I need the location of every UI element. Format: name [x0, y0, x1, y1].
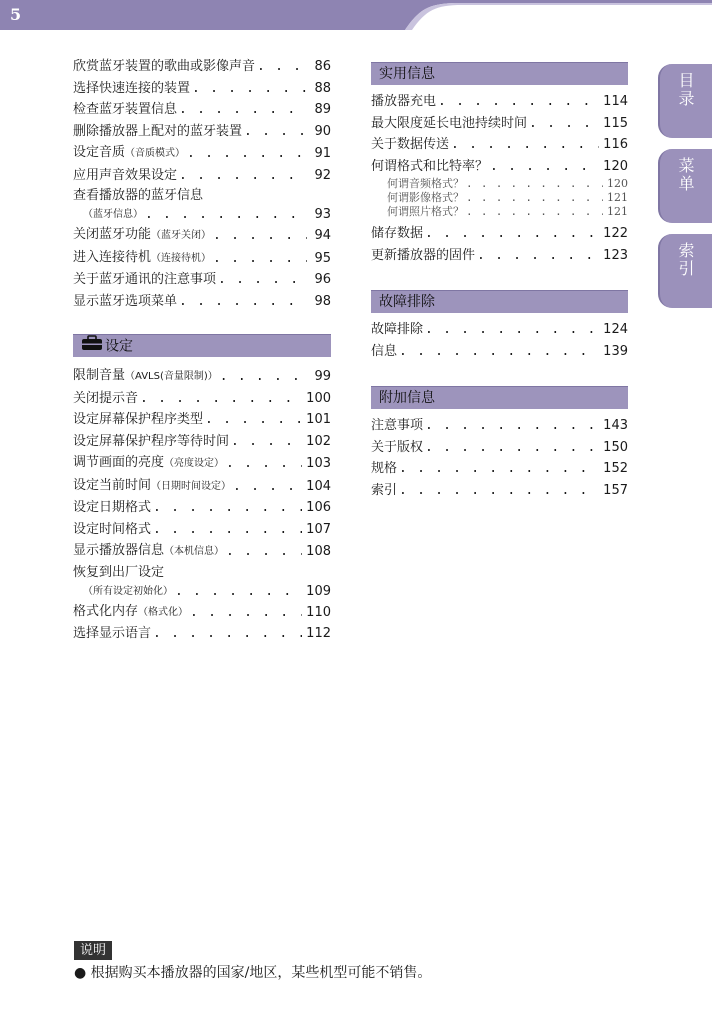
toc-entry-note: （所有设定初始化） [83, 585, 173, 597]
toc-entry-title: 选择快速连接的装置 [73, 80, 191, 96]
toc-entry-title [73, 540, 224, 563]
toc-leader [466, 205, 603, 219]
toc-entry-title: 何谓格式和比特率？ [371, 158, 489, 174]
tab-contents[interactable] [658, 64, 712, 138]
toc-entry[interactable] [73, 142, 331, 165]
toc-entry-note: （本机信息） [164, 546, 225, 557]
toc-entry-page: 120 [603, 158, 628, 174]
toc-entry[interactable] [73, 186, 331, 224]
note-text-line [74, 963, 431, 983]
toc-entry[interactable] [73, 388, 331, 410]
toc-entry[interactable] [73, 121, 331, 143]
toc-entry[interactable] [73, 601, 331, 624]
toc-entry-page: 143 [603, 418, 628, 433]
toc-subentry-page: 120 [607, 177, 628, 190]
toc-entry-title: 信息 [371, 343, 398, 359]
toc-subentry-title: 何谓照片格式？ [387, 205, 464, 218]
toc-entry-note: （日期时间设定） [151, 480, 232, 492]
toc-entry-page: 98 [314, 293, 331, 309]
toc-entry-page: 93 [314, 207, 331, 222]
toc-entry[interactable] [371, 415, 628, 437]
toc-entry[interactable] [73, 56, 331, 78]
toc-leader [205, 409, 302, 431]
toc-entry[interactable] [371, 480, 628, 502]
toc-leader [179, 165, 307, 187]
toc-leader [399, 341, 599, 363]
toc-entry-title: 设定时间格式 [73, 521, 152, 537]
toc-entry[interactable] [371, 341, 628, 363]
toc-leader [192, 78, 307, 100]
toc-entry-page: 96 [314, 272, 331, 287]
spacer [73, 357, 331, 365]
toc-entry-title [73, 247, 211, 270]
tab-menu-label: 菜单 [676, 157, 695, 193]
toolbox-icon [81, 335, 103, 358]
toc-entry-page: 90 [314, 123, 331, 139]
toc-entry-page: 89 [314, 102, 331, 117]
toc-entry-page: 99 [314, 369, 331, 384]
toc-entry-title: 显示蓝牙选项菜单 [73, 293, 178, 309]
top-bar [0, 0, 712, 30]
spacer [371, 362, 628, 386]
toc-entry-title: 查看播放器的蓝牙信息 [73, 188, 204, 203]
toc-entry-page: 110 [306, 604, 331, 620]
toc-leader [153, 519, 302, 541]
section-heading-practical [371, 62, 628, 85]
toc-entry-main: 设定当前时间 [73, 477, 152, 493]
toc-leader [425, 223, 599, 245]
toc-entry[interactable] [73, 247, 331, 270]
toc-entry-page: 86 [314, 59, 331, 74]
toc-entry-page: 106 [306, 500, 331, 515]
toc-leader [213, 225, 307, 247]
toc-left-column [73, 56, 331, 645]
toc-entry-page: 122 [603, 226, 628, 241]
toc-entry[interactable] [371, 223, 628, 245]
toc-leader [490, 156, 599, 178]
toc-leader [175, 582, 302, 601]
bullet-icon: ● [74, 965, 87, 981]
toc-entry-title: 故障排除 [371, 322, 424, 337]
toc-entry-main: 调节画面的亮度 [73, 455, 165, 470]
toc-entry-main: 显示播放器信息 [73, 543, 165, 558]
toc-entry-title: 关于数据传送 [371, 137, 450, 152]
toc-entry-title [73, 365, 218, 388]
toc-entry-page: 102 [306, 433, 331, 449]
toc-entry-title: 选择显示语言 [73, 626, 152, 641]
spacer [371, 266, 628, 290]
toc-entry-page: 108 [306, 544, 331, 559]
toc-entry-title: 索引 [371, 482, 398, 498]
toc-entry-page: 150 [603, 439, 628, 455]
toc-entry[interactable] [73, 519, 331, 541]
toc-entry-title: 设定日期格式 [73, 500, 152, 515]
toc-entry-page: 115 [603, 115, 628, 131]
toc-entry-page: 152 [603, 461, 628, 476]
toc-entry-title: 更新播放器的固件 [371, 247, 476, 263]
toc-entry[interactable] [73, 431, 331, 453]
toc-entry-page: 124 [603, 322, 628, 337]
section-heading-label: 实用信息 [379, 66, 435, 82]
toc-leader [477, 245, 599, 267]
section-heading-troubleshooting [371, 290, 628, 313]
toc-entry-title: 欣赏蓝牙装置的歌曲或影像声音 [73, 59, 256, 74]
toc-entry-title: 恢复到出厂设定 [73, 564, 165, 580]
toc-subentry-page: 121 [607, 205, 628, 218]
toc-entry-note: （AVLS(音量限制)） [125, 371, 218, 382]
toc-entry-page: 109 [306, 583, 331, 599]
toc-leader [399, 480, 599, 502]
toc-entry[interactable] [73, 224, 331, 247]
section-heading-additional [371, 386, 628, 409]
toc-leader [220, 366, 307, 388]
toc-leader [257, 56, 307, 78]
toc-entry[interactable] [371, 458, 628, 480]
toc-entry[interactable] [73, 269, 331, 291]
toc-entry-page: 157 [603, 482, 628, 498]
toc-leader [213, 248, 307, 270]
toc-entry-second-line [73, 205, 331, 224]
toc-leader [425, 415, 599, 437]
toc-subentry[interactable] [371, 177, 628, 191]
toc-entry-page: 123 [603, 247, 628, 263]
toc-entry[interactable] [73, 623, 331, 645]
toc-leader [425, 319, 599, 341]
section-heading-label: 设定 [105, 338, 133, 355]
toc-entry-page: 94 [314, 228, 331, 243]
toc-entry[interactable] [73, 165, 331, 187]
toc-leader [233, 476, 302, 498]
note-text: 根据购买本播放器的国家/地区，某些机型可能不销售。 [90, 965, 432, 981]
toc-entry-title: 设定屏幕保护程序类型 [73, 412, 204, 427]
toc-subentry-title: 何谓音频格式？ [387, 177, 464, 190]
toc-leader [451, 134, 599, 156]
toc-entry-note: （蓝牙信息） [83, 209, 143, 220]
toc-entry[interactable] [371, 91, 628, 113]
toc-entry-title: 检查蓝牙装置信息 [73, 102, 178, 117]
toc-subentry[interactable] [371, 205, 628, 219]
toc-leader [153, 497, 302, 519]
toc-entry-title: 关于蓝牙通讯的注意事项 [73, 272, 217, 287]
tab-index[interactable] [658, 234, 712, 308]
toc-entry[interactable] [73, 540, 331, 563]
toc-leader [218, 269, 307, 291]
toc-entry[interactable] [371, 319, 628, 341]
toc-entry-title [73, 452, 224, 475]
toc-leader [140, 388, 302, 410]
toc-entry-main: 限制音量 [73, 368, 126, 383]
toc-entry-title [73, 475, 231, 498]
toc-entry-page: 114 [603, 94, 628, 109]
top-bar-shape [0, 0, 712, 30]
toc-entry-note: （亮度设定） [164, 458, 225, 469]
note-label: 说明 [74, 941, 112, 960]
page-number: 5 [10, 5, 22, 24]
toc-entry-title [73, 224, 211, 247]
toc-entry-title: 注意事项 [371, 418, 424, 433]
toc-entry-page: 91 [314, 146, 331, 161]
toc-entry[interactable] [73, 497, 331, 519]
toc-leader [187, 143, 307, 165]
toc-entry-title: 设定屏幕保护程序等待时间 [73, 433, 230, 449]
toc-subentry[interactable] [371, 191, 628, 205]
toc-entry[interactable] [73, 291, 331, 313]
toc-entry-page: 103 [306, 456, 331, 471]
toc-entry-title: 储存数据 [371, 226, 424, 241]
toc-entry-page: 107 [306, 521, 331, 537]
toc-leader [226, 541, 302, 563]
toc-entry-page: 92 [314, 167, 331, 183]
toc-entry-note: （格式化） [138, 606, 189, 618]
toc-leader [425, 437, 599, 459]
section-heading-label: 故障排除 [379, 294, 435, 310]
toc-leader [226, 453, 302, 475]
toc-entry[interactable] [73, 563, 331, 601]
section-heading-label: 附加信息 [379, 390, 435, 406]
toc-leader [179, 99, 307, 121]
toc-entry[interactable] [371, 156, 628, 178]
toc-entry-title [73, 142, 185, 165]
toc-entry[interactable] [371, 245, 628, 267]
toc-subentry-title: 何谓影像格式？ [387, 191, 464, 204]
toc-right-column [371, 62, 628, 501]
toc-entry-title: 规格 [371, 461, 398, 476]
toc-leader [466, 177, 603, 191]
toc-leader [529, 113, 599, 135]
toc-leader [231, 431, 302, 453]
toc-leader [399, 458, 599, 480]
tab-menu[interactable] [658, 149, 712, 223]
section-heading-settings [73, 334, 331, 357]
toc-entry-second-line [73, 582, 331, 601]
toc-entry-page: 104 [306, 478, 331, 494]
toc-entry[interactable] [73, 99, 331, 121]
toc-subentry-page: 121 [607, 191, 628, 204]
toc-entry[interactable] [73, 78, 331, 100]
toc-leader [190, 602, 302, 624]
toc-entry-title: 最大限度延长电池持续时间 [371, 115, 528, 131]
toc-entry-note: （蓝牙关闭） [151, 230, 212, 241]
toc-entry[interactable] [73, 409, 331, 431]
toc-entry-title [73, 601, 188, 624]
toc-leader [179, 291, 307, 313]
toc-entry-page: 101 [306, 412, 331, 427]
spacer [73, 312, 331, 334]
toc-entry-title: 关于版权 [371, 439, 424, 455]
toc-entry-page: 95 [314, 250, 331, 266]
toc-entry[interactable] [73, 475, 331, 498]
toc-entry[interactable] [371, 437, 628, 459]
toc-entry-page: 112 [306, 626, 331, 641]
toc-entry-title: 播放器充电 [371, 94, 437, 109]
toc-entry-main: 格式化内存 [73, 603, 139, 619]
toc-entry-main: 设定音质 [73, 145, 126, 160]
tab-contents-label: 目录 [676, 72, 695, 108]
toc-entry-page: 88 [314, 80, 331, 96]
toc-leader [244, 121, 307, 143]
toc-entry-main: 关闭蓝牙功能 [73, 227, 152, 242]
toc-entry-page: 100 [306, 390, 331, 406]
toc-entry-main: 进入连接待机 [73, 249, 152, 265]
toc-entry-title: 应用声音效果设定 [73, 167, 178, 183]
toc-entry[interactable] [73, 452, 331, 475]
toc-entry-note: （连接待机） [151, 252, 212, 264]
toc-entry[interactable] [371, 113, 628, 135]
tab-index-label: 索引 [676, 242, 695, 278]
toc-leader [466, 191, 603, 205]
toc-entry-note: （音质模式） [125, 148, 186, 159]
toc-leader [153, 623, 302, 645]
toc-entry-title: 删除播放器上配对的蓝牙装置 [73, 123, 243, 139]
toc-leader [438, 91, 599, 113]
toc-entry[interactable] [371, 134, 628, 156]
toc-entry-page: 116 [603, 137, 628, 152]
toc-entry[interactable] [73, 365, 331, 388]
toc-entry-title: 关闭提示音 [73, 390, 139, 406]
toc-leader [145, 205, 307, 224]
toc-entry-page: 139 [603, 343, 628, 359]
